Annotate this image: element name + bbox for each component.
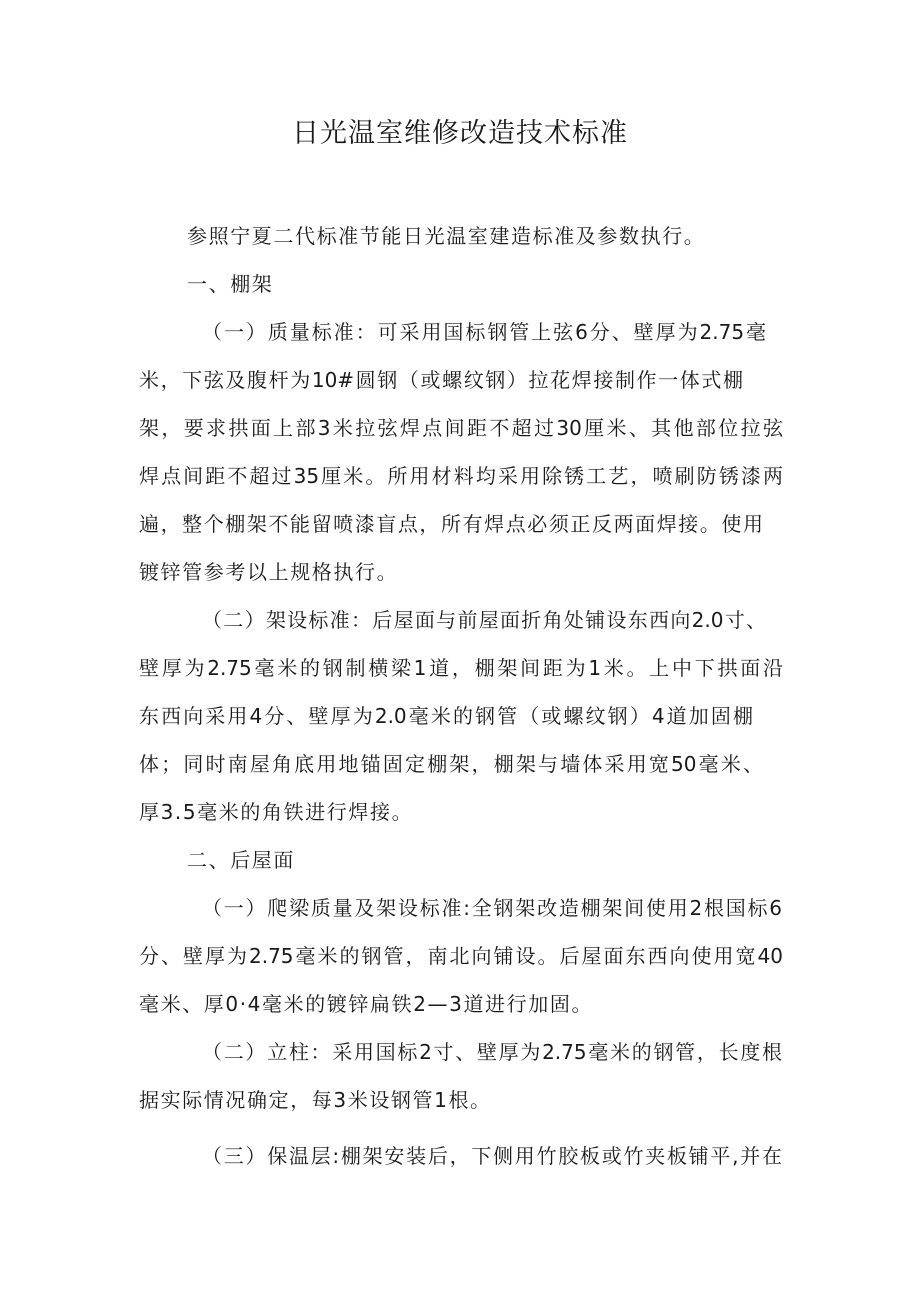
- paragraph-line: 米，下弦及腹杆为10#圆钢（或螺纹钢）拉花焊接制作一体式棚: [139, 368, 743, 392]
- paragraph-line: 焊点间距不超过35厘米。所用材料均采用除锈工艺，喷刷防锈漆两: [139, 464, 783, 488]
- paragraph-intro: 参照宁夏二代标准节能日光温室建造标准及参数执行。: [187, 224, 706, 248]
- paragraph-line: 毫米、厚0·4毫米的镀锌扁铁2—3道进行加固。: [139, 992, 594, 1016]
- paragraph-line: 据实际情况确定，每3米设钢管1根。: [139, 1088, 492, 1112]
- paragraph-line: （一）质量标准：可采用国标钢管上弦6分、壁厚为2.75毫: [202, 320, 766, 344]
- paragraph-line: 镀锌管参考以上规格执行。: [139, 560, 399, 584]
- paragraph-line: （二）架设标准：后屋面与前屋面折角处铺设东西向2.0寸、: [202, 608, 766, 632]
- paragraph-line: 壁厚为2.75毫米的钢制横梁1道，棚架间距为1米。上中下拱面沿: [139, 656, 783, 680]
- section-heading-frame: 一、棚架: [187, 272, 274, 296]
- paragraph-line: 架，要求拱面上部3米拉弦焊点间距不超过30厘米、其他部位拉弦: [139, 416, 783, 440]
- document-title: 日光温室维修改造技术标准: [292, 118, 628, 149]
- section-heading-rear-roof: 二、后屋面: [187, 848, 295, 872]
- paragraph-line: （一）爬梁质量及架设标准:全钢架改造棚架间使用2根国标6: [202, 896, 782, 920]
- paragraph-line: 遍，整个棚架不能留喷漆盲点，所有焊点必须正反两面焊接。使用: [139, 512, 763, 536]
- paragraph-line: 体；同时南屋角底用地锚固定棚架，棚架与墙体采用宽50毫米、: [139, 752, 763, 776]
- paragraph-line: （三）保温层:棚架安装后，下侧用竹胶板或竹夹板铺平,并在: [202, 1144, 782, 1168]
- paragraph-line: 东西向采用4分、壁厚为2.0毫米的钢管（或螺纹钢）4道加固棚: [139, 704, 753, 728]
- paragraph-line: 分、壁厚为2.75毫米的钢管，南北向铺设。后屋面东西向使用宽40: [139, 944, 783, 968]
- paragraph-line: （二）立柱：采用国标2寸、壁厚为2.75毫米的钢管，长度根: [202, 1040, 782, 1064]
- paragraph-line: 厚3.5毫米的角铁进行焊接。: [139, 800, 414, 824]
